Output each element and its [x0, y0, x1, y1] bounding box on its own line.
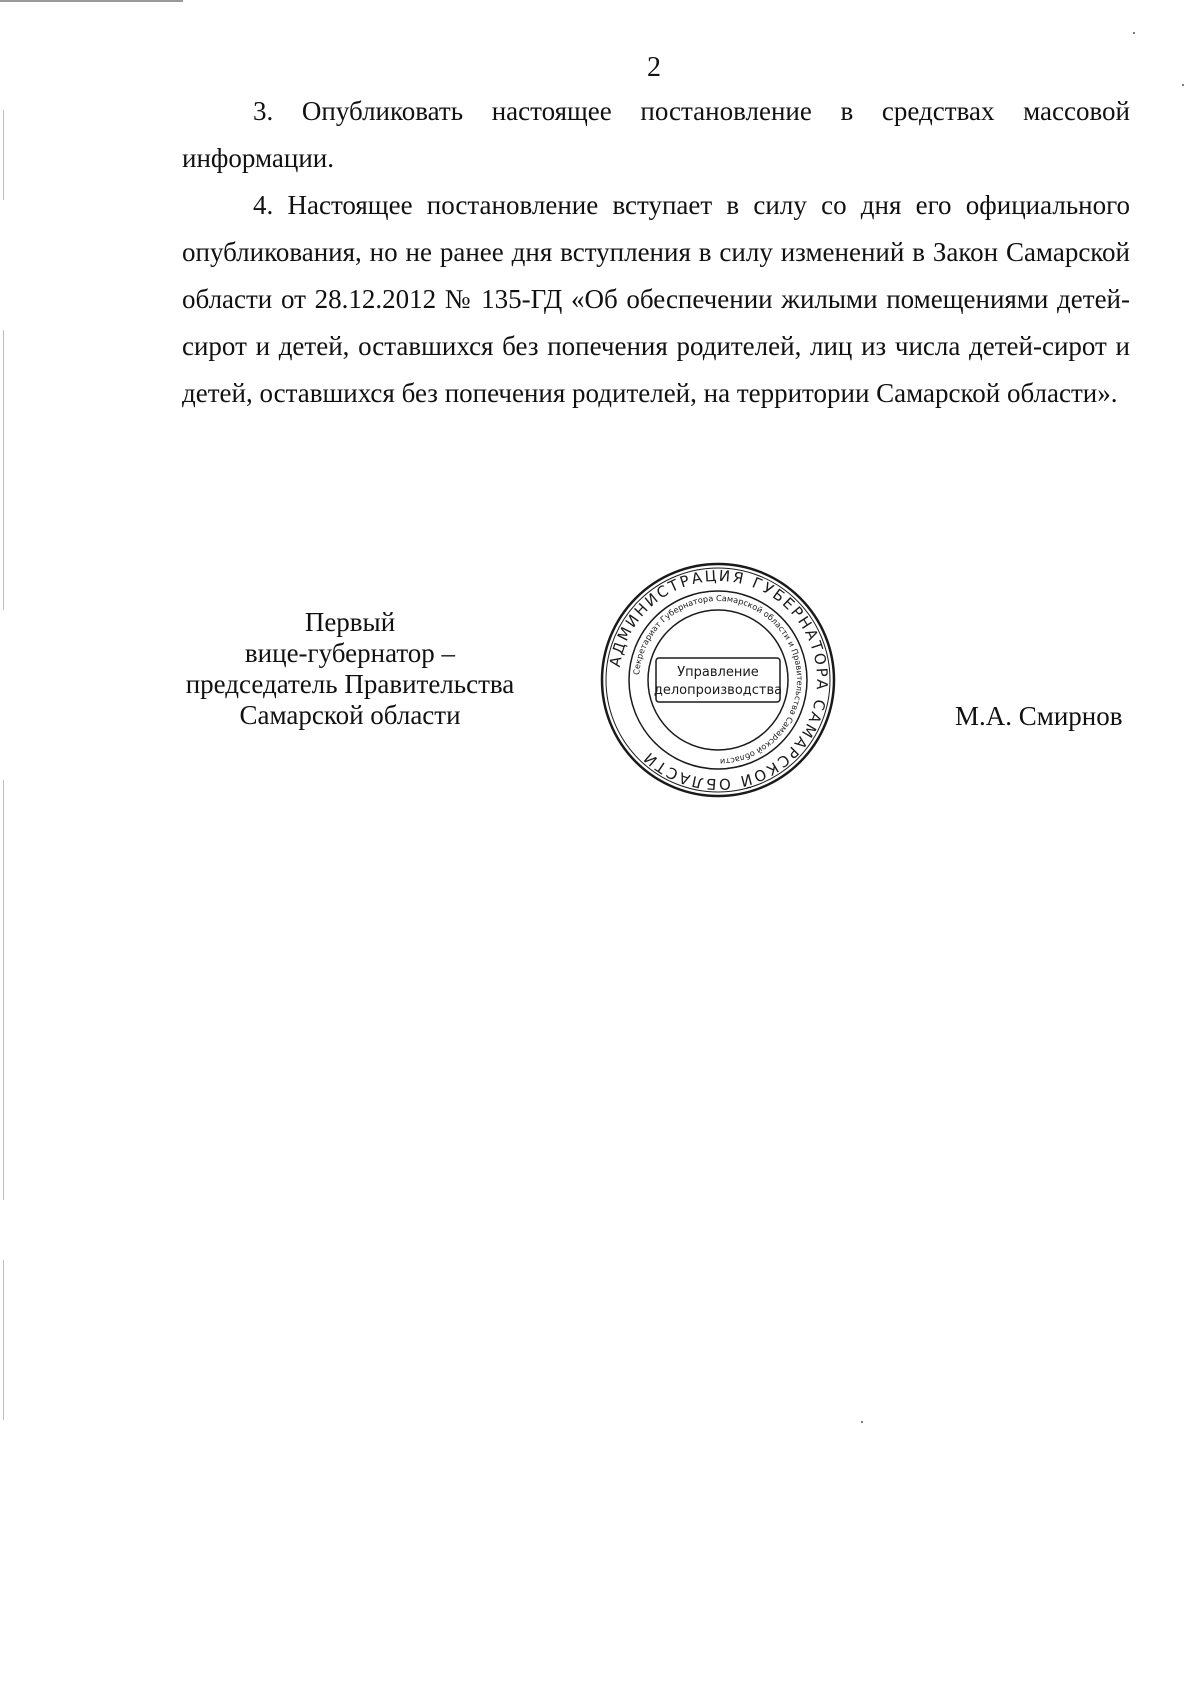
seal-center-line-1: Управление: [677, 665, 759, 680]
paragraph-3: 3. Опубликовать настоящее постановление в средствах массовой информации.: [182, 96, 1130, 173]
signatory-position-line: председатель Правительства: [185, 669, 515, 699]
official-seal: [598, 560, 838, 800]
page-number: 2: [647, 52, 661, 83]
scan-artifact-edge: [3, 1260, 4, 1420]
seal-outer-text: АДМИНИСТРАЦИЯ ГУБЕРНАТОРА САМАРСКОЙ ОБЛАСТИ: [605, 566, 832, 794]
seal-center-line-2: делопроизводства: [653, 683, 783, 698]
signatory-position-line: вице-губернатор –: [244, 638, 456, 668]
document-body: [182, 88, 1130, 417]
scan-artifact-edge: [3, 110, 4, 200]
scan-artifact-dot: [861, 1421, 863, 1423]
scan-artifact-edge: [3, 780, 4, 1200]
seal-inner-text: Секретариат Губернатора Самарской области и Правительства Самарской области: [631, 592, 806, 768]
seal-inner-ring: [648, 610, 788, 750]
scan-artifact-edge: [3, 330, 4, 610]
signatory-position-line: Самарской области: [239, 700, 461, 730]
scan-artifact-dot: [1133, 32, 1135, 34]
scan-artifact-dot: [1182, 84, 1184, 86]
paragraph-4: 4. Настоящее постановление вступает в силу со дня его официального опубликования, но не ранее дня вступления в силу изменений в Закон Самарской области от 28.12.2012 № 135-ГД «Об обеспечении жилыми помещениями детей-сирот и детей, оставшихся без попечения родителей, лиц из числа детей-сирот и детей, оставшихся без попечения родителей, на территории Самарской области».: [182, 190, 1130, 408]
signatory-position: [170, 607, 530, 731]
scan-artifact-top-line: [0, 0, 183, 2]
signer-name: М.А. Смирнов: [955, 701, 1123, 731]
signatory-position-line: Первый: [304, 607, 396, 637]
